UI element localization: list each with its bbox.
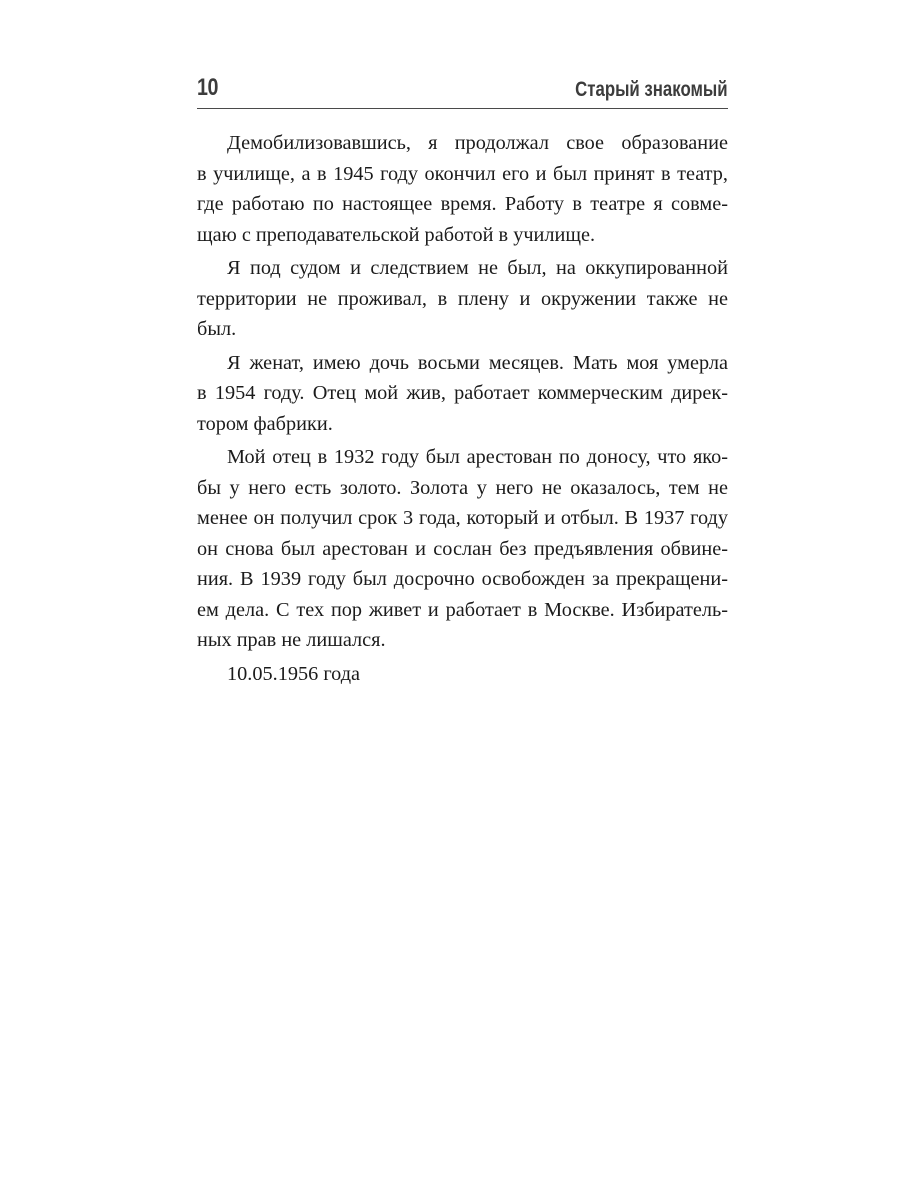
- text-line: был.: [197, 318, 237, 340]
- text-line: Мой отец в 1932 году был арестован по доносу, что яко-: [227, 446, 728, 468]
- text-line: ния. В 1939 году был досрочно освобожден за прекращени-: [197, 568, 728, 590]
- paragraph-education: [197, 128, 728, 250]
- text-line: менее он получил срок 3 года, который и отбыл. В 1937 году: [197, 507, 728, 529]
- text-line: щаю с преподавательской работой в училище.: [197, 223, 596, 246]
- text-line: ем дела. С тех пор живет и работает в Москве. Избиратель-: [197, 598, 728, 621]
- paragraph-date: [197, 659, 728, 690]
- text-line: территории не проживал, в плену и окружении также не: [197, 287, 728, 310]
- paragraph-father: [197, 442, 728, 656]
- document-date: 10.05.1956 года: [227, 662, 361, 685]
- text-line: он снова был арестован и сослан без предъявления обвине-: [197, 537, 728, 560]
- book-page: [197, 68, 728, 692]
- paragraph-record: [197, 253, 728, 345]
- running-head: [197, 68, 728, 109]
- text-line: ных прав не лишался.: [197, 629, 386, 651]
- text-line: в 1954 году. Отец мой жив, работает коммерческим дирек-: [197, 382, 728, 404]
- text-line: Я под судом и следствием не был, на оккупированной: [227, 257, 728, 279]
- text-line: Демобилизовавшись, я продолжал свое образование: [227, 132, 728, 154]
- text-line: тором фабрики.: [197, 412, 333, 435]
- paragraph-family: [197, 348, 728, 440]
- body-text: [197, 128, 728, 689]
- chapter-title: Старый знакомый: [575, 78, 728, 101]
- page-number: 10: [197, 74, 219, 101]
- text-line: где работаю по настоящее время. Работу в театре я совме-: [197, 193, 728, 215]
- text-line: в училище, а в 1945 году окончил его и был принят в театр,: [197, 162, 728, 185]
- text-line: Я женат, имею дочь восьми месяцев. Мать моя умерла: [227, 351, 728, 374]
- text-line: бы у него есть золото. Золота у него не оказалось, тем не: [197, 476, 728, 499]
